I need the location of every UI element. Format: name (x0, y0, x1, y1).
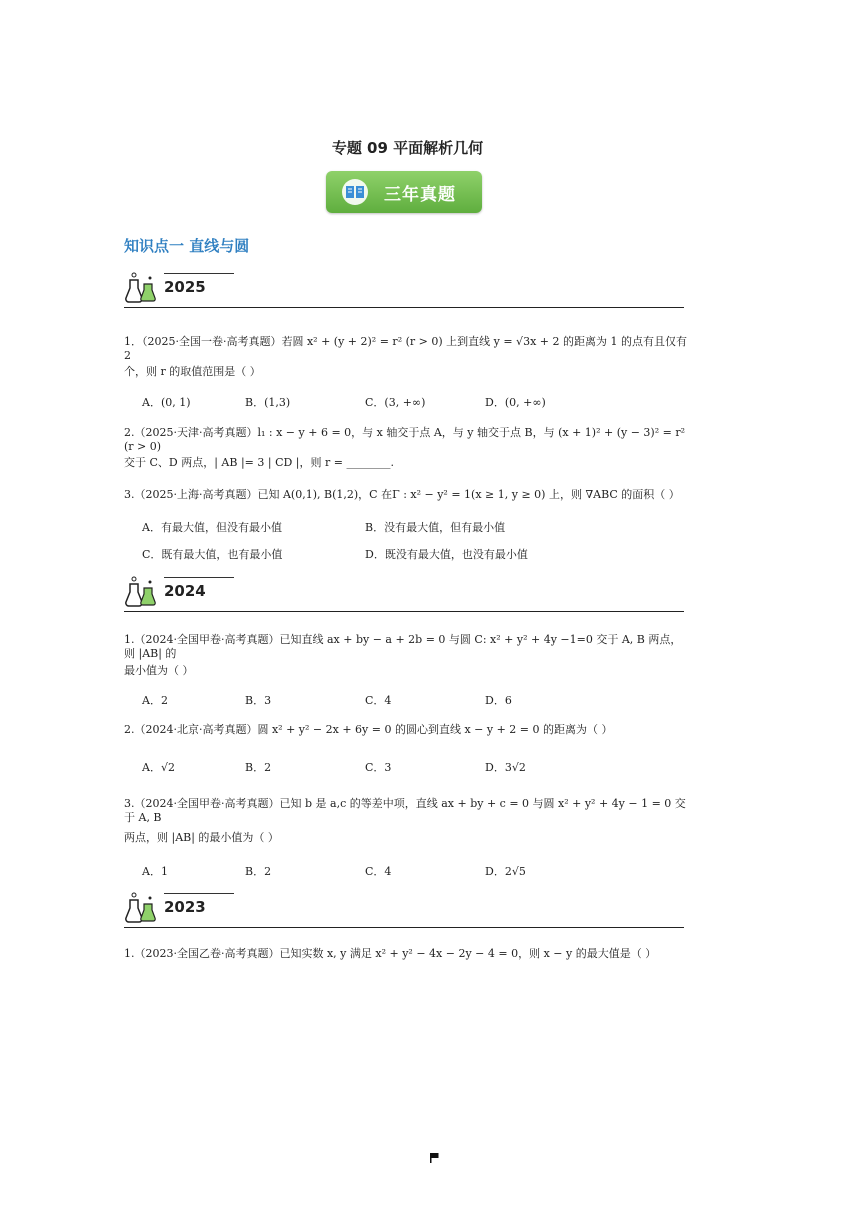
year-label: 2023 (164, 898, 206, 916)
option-a: A．1 (142, 865, 168, 878)
book-icon (340, 178, 370, 206)
flask-icon (124, 574, 160, 610)
question-2023-1-line1: 1.（2023·全国乙卷·高考真题）已知实数 x, y 满足 x² + y² − 4x − 2y − 4 = 0，则 x − y 的最大值是（ ） (124, 947, 657, 960)
year-header-2024 (124, 574, 684, 612)
option-d: D．2√5 (485, 865, 526, 878)
option-a: A．√2 (142, 761, 175, 774)
question-2025-2-line2: 交于 C、D 两点，| AB |= 3 | CD |，则 r = ________. (124, 456, 394, 469)
option-b: B．没有最大值，但有最小值 (365, 521, 506, 534)
option-d: D．(0, +∞) (485, 396, 546, 409)
option-c: C．4 (365, 694, 392, 707)
flag-icon (429, 1152, 441, 1164)
section-heading: 知识点一 直线与圆 (124, 237, 250, 255)
three-year-badge (326, 171, 482, 213)
option-c: C．4 (365, 865, 392, 878)
option-a: A．(0, 1) (142, 396, 191, 409)
question-2024-2-line1: 2.（2024·北京·高考真题）圆 x² + y² − 2x + 6y = 0 的圆心到直线 x − y + 2 = 0 的距离为（ ） (124, 723, 613, 736)
flask-icon (124, 890, 160, 926)
year-header-2025 (124, 270, 684, 308)
year-label: 2024 (164, 582, 206, 600)
question-2024-1-line1: 1.（2024·全国甲卷·高考真题）已知直线 ax + by − a + 2b = 0 与圆 C: x² + y² + 4y −1=0 交于 A, B 两点，则 |AB| 的 (124, 633, 682, 660)
badge-label: 三年真题 (384, 185, 456, 205)
flask-icon (124, 270, 160, 306)
question-2025-1-line1: 1．（2025·全国一卷·高考真题）若圆 x² + (y + 2)² = r² (r > 0) 上到直线 y = √3x + 2 的距离为 1 的点有且仅有 2 (124, 335, 687, 362)
question-2024-3-line1: 3.（2024·全国甲卷·高考真题）已知 b 是 a,c 的等差中项，直线 ax + by + c = 0 与圆 x² + y² + 4y − 1 = 0 交于 A, B (124, 797, 686, 824)
option-c: C．既有最大值，也有最小值 (142, 548, 283, 561)
option-d: D．既没有最大值，也没有最小值 (365, 548, 528, 561)
option-b: B．3 (245, 694, 272, 707)
option-b: B．(1,3) (245, 396, 291, 409)
option-a: A．有最大值，但没有最小值 (142, 521, 282, 534)
question-2025-3-line1: 3.（2025·上海·高考真题）已知 A(0,1), B(1,2)，C 在Γ : x² − y² = 1(x ≥ 1, y ≥ 0) 上，则 ∇ABC 的面积（ ） (124, 488, 680, 501)
question-2025-2-line1: 2.（2025·天津·高考真题）l₁ : x − y + 6 = 0，与 x 轴交于点 A，与 y 轴交于点 B，与 (x + 1)² + (y − 3)² = r² (r > 0) (124, 426, 685, 453)
option-d: D．3√2 (485, 761, 526, 774)
option-b: B．2 (245, 761, 272, 774)
question-2025-1-line2: 个，则 r 的取值范围是（ ） (124, 365, 261, 378)
year-label: 2025 (164, 278, 206, 296)
option-b: B．2 (245, 865, 272, 878)
year-header-2023 (124, 890, 684, 928)
page-title: 专题 09 平面解析几何 (331, 139, 484, 157)
option-d: D．6 (485, 694, 512, 707)
option-a: A．2 (142, 694, 168, 707)
option-c: C．(3, +∞) (365, 396, 426, 409)
option-c: C．3 (365, 761, 392, 774)
question-2024-3-line2: 两点，则 |AB| 的最小值为（ ） (124, 831, 279, 844)
question-2024-1-line2: 最小值为（ ） (124, 664, 194, 677)
